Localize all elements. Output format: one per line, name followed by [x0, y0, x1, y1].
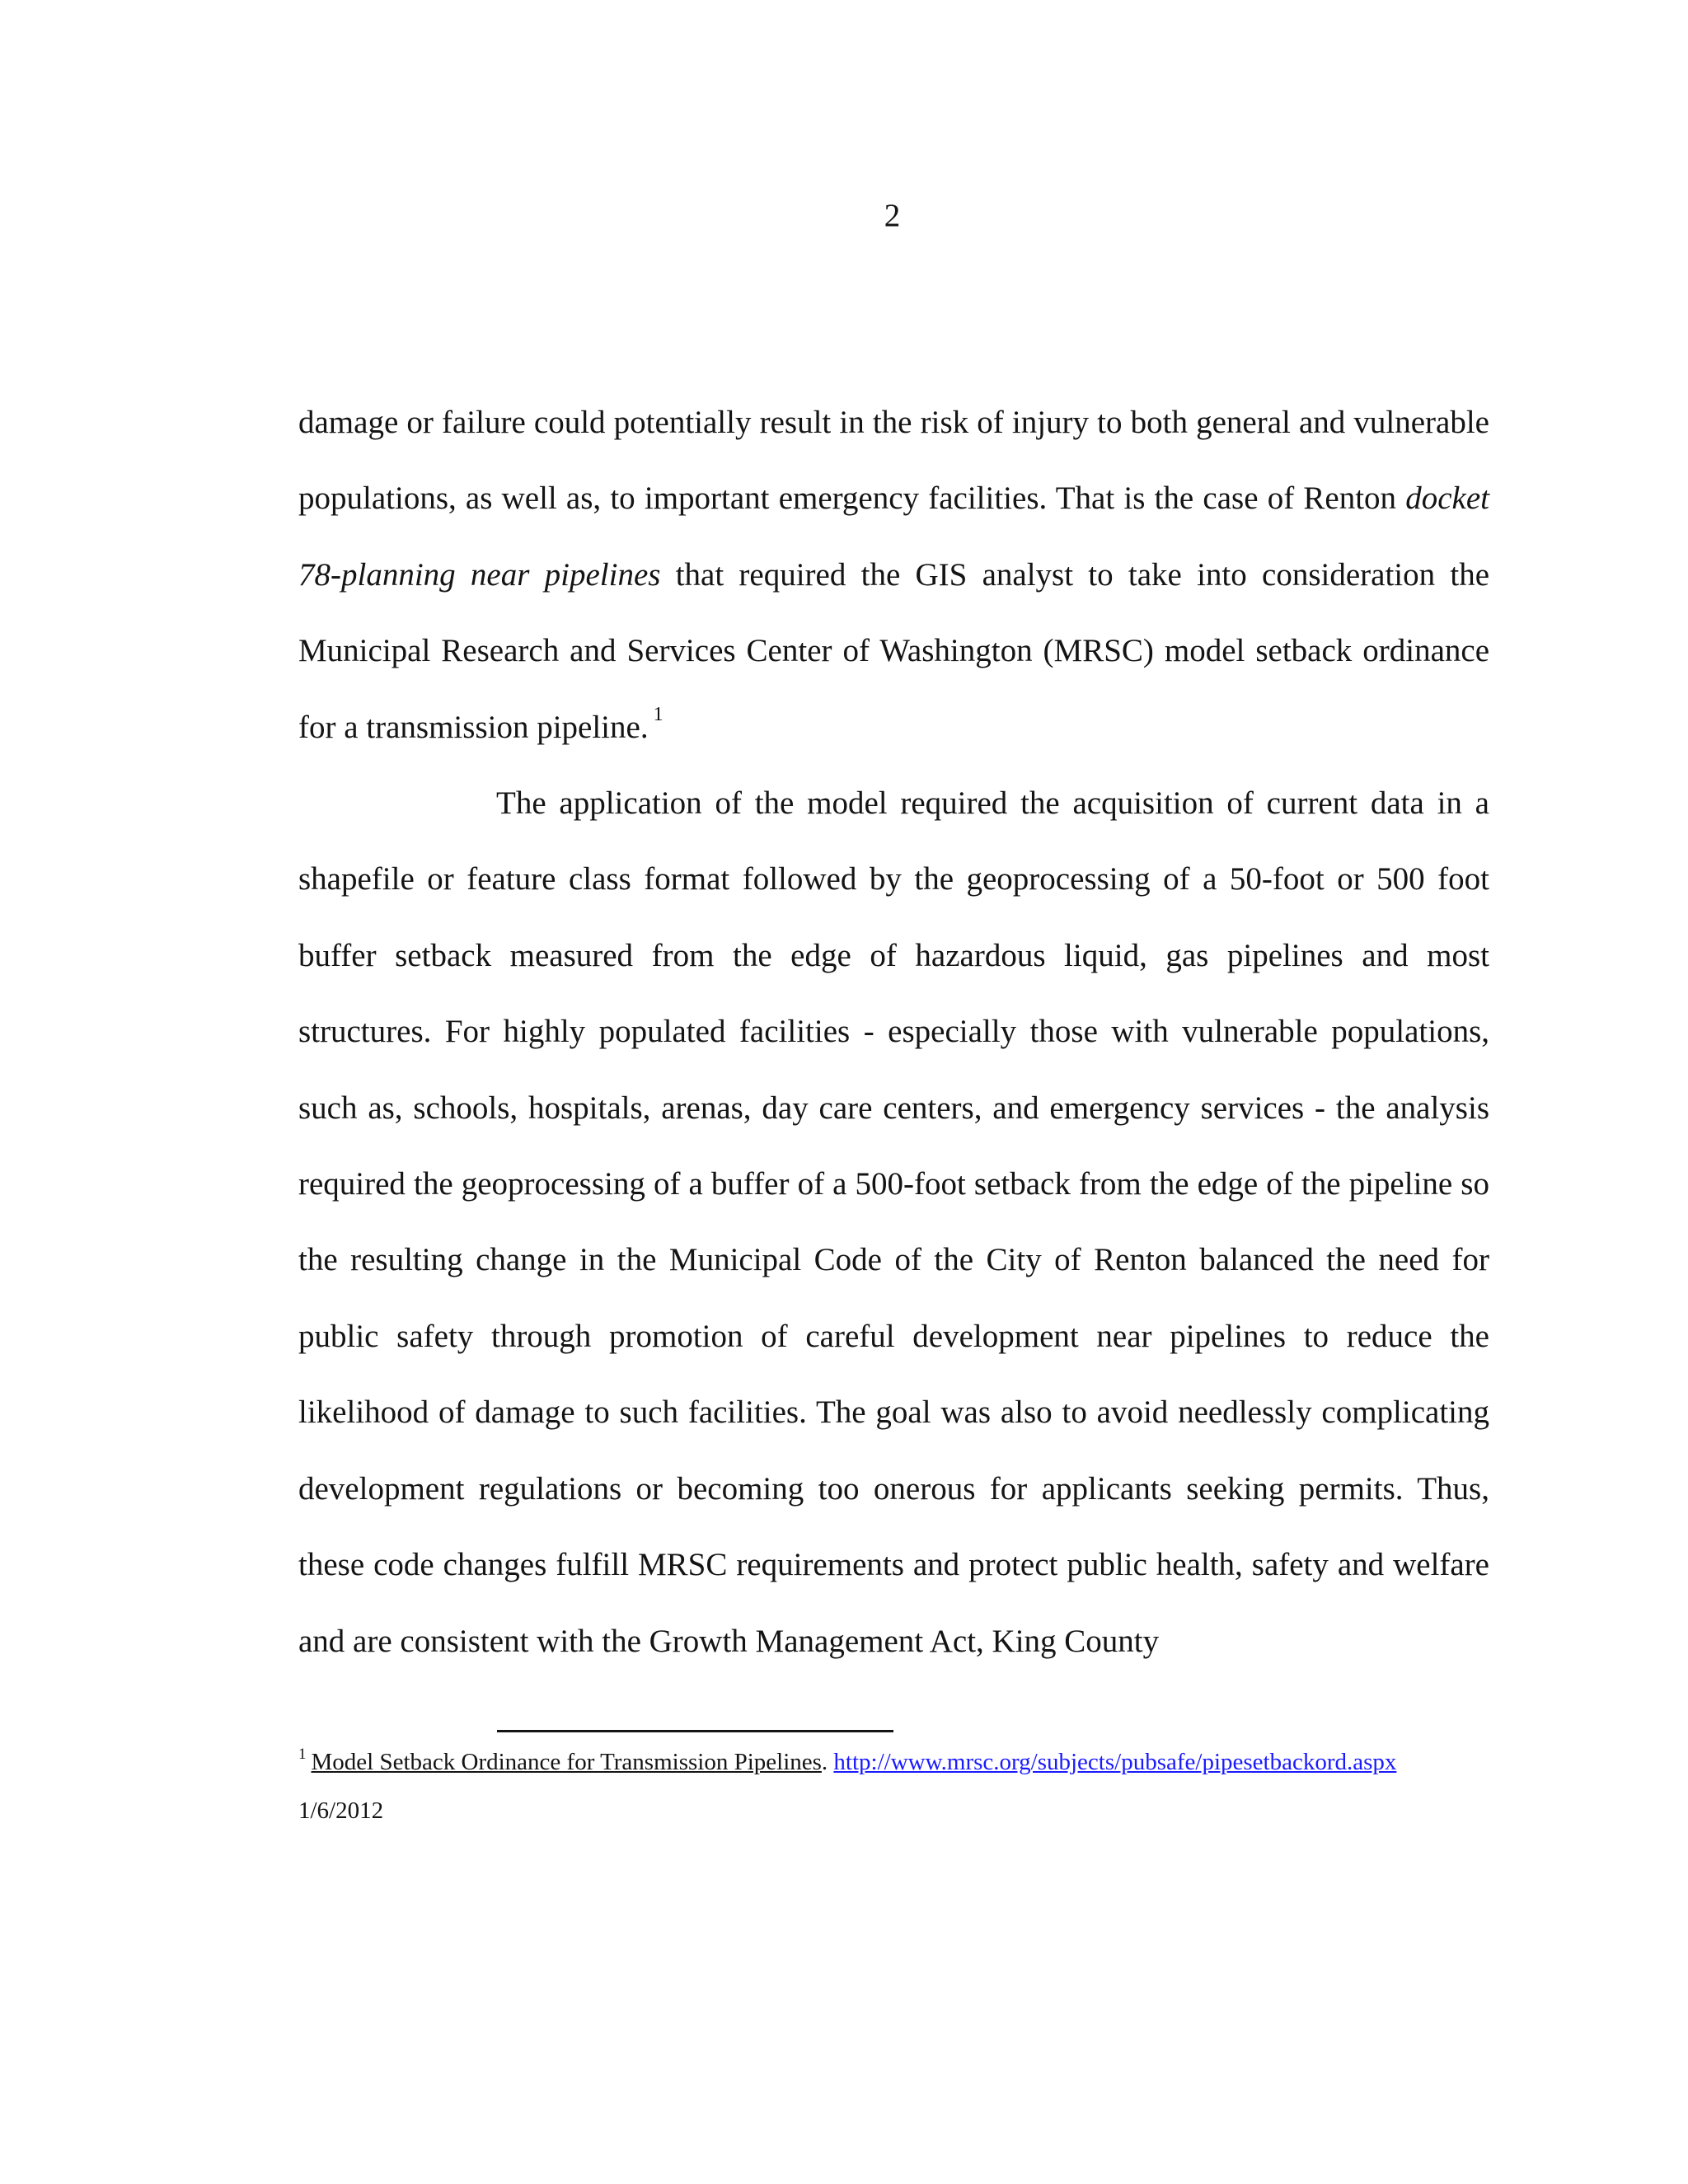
footnote-1	[298, 1746, 1535, 1779]
paragraph-1-text-b: that required the GIS analyst to take into consideration the Municipal Research and Services Center of Washington (MRSC) model setback ordinance for a transmission pipeline.	[298, 556, 1490, 745]
footnote-separator-rule	[497, 1730, 893, 1732]
paragraph-1-text-a: damage or failure could potentially result in the risk of injury to both general and vulnerable populations, as well as, to important emergency facilities. That is the case of Renton	[298, 405, 1489, 517]
paragraph-1	[298, 385, 1489, 766]
document-date: 1/6/2012	[298, 1797, 384, 1824]
body-text	[298, 385, 1489, 1680]
footnote-separator: .	[821, 1749, 834, 1775]
page-number: 2	[884, 198, 901, 233]
footnote-marker: 1	[298, 1745, 307, 1763]
docket-title-italic: docket 78-planning near pipelines	[298, 480, 1489, 593]
footnote-url-link[interactable]: http://www.mrsc.org/subjects/pubsafe/pipesetbackord.aspx	[833, 1749, 1397, 1775]
footnote-title: Model Setback Ordinance for Transmission Pipelines	[311, 1749, 822, 1775]
footnote-reference[interactable]: 1	[653, 704, 663, 726]
paragraph-2: The application of the model required the acquisition of current data in a shapefile or feature class format followed by the geoprocessing of a 50-foot or 500 foot buffer setback measured from the edge of hazardous liquid, gas pipelines and most structures. For highly populated facilities - especially those with vulnerable populations, such as, schools, hospitals, arenas, day care centers, and emergency services - the analysis required the geoprocessing of a buffer of a 500-foot setback from the edge of the pipeline so the resulting change in the Municipal Code of the City of Renton balanced the need for public safety through promotion of careful development near pipelines to reduce the likelihood of damage to such facilities. The goal was also to avoid needlessly complicating development regulations or becoming too onerous for applicants seeking permits. Thus, these code changes fulfill MRSC requirements and protect public health, safety and welfare and are consistent with the Growth Management Act, King County	[298, 785, 1489, 1659]
